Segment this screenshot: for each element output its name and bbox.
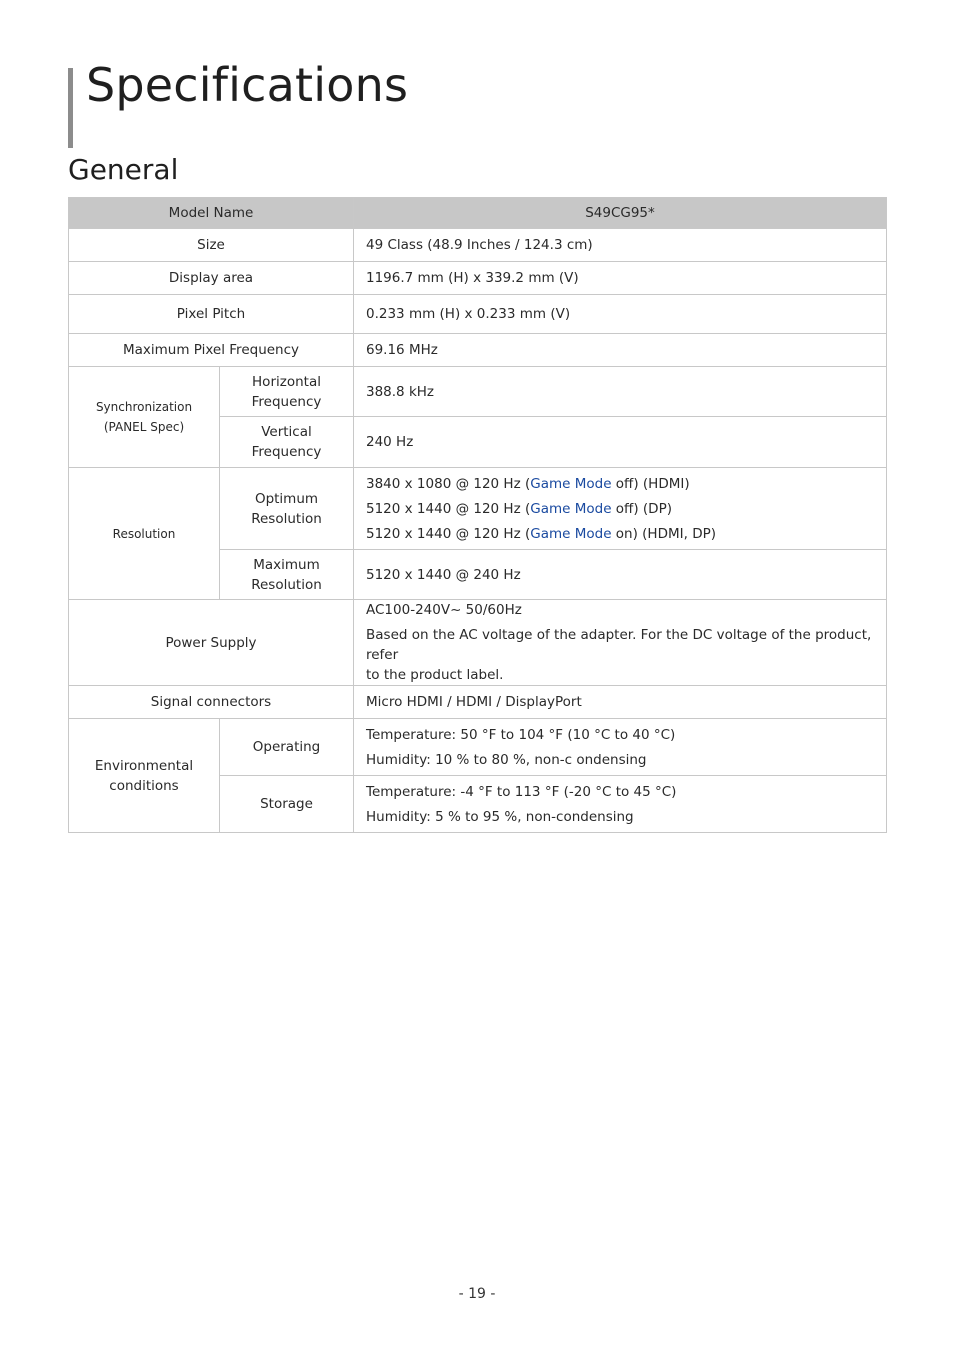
optimum-line-text: off) (HDMI) bbox=[611, 475, 690, 492]
title-accent-bar bbox=[68, 68, 73, 148]
table-row-power-supply bbox=[69, 600, 887, 686]
power-supply-line3: to the product label. bbox=[366, 667, 504, 683]
horizontal-frequency-value: 388.8 kHz bbox=[354, 367, 887, 417]
signal-connectors-label: Signal connectors bbox=[69, 686, 354, 719]
table-header-row bbox=[69, 198, 887, 229]
power-supply-line1: AC100-240V~ 50/60Hz bbox=[366, 602, 522, 618]
optimum-resolution-line bbox=[366, 524, 874, 544]
vertical-label-line2: Frequency bbox=[251, 444, 322, 460]
pixel-pitch-value: 0.233 mm (H) x 0.233 mm (V) bbox=[354, 295, 887, 334]
vertical-label-line1: Vertical bbox=[261, 424, 312, 440]
power-supply-value bbox=[354, 600, 887, 686]
game-mode-link[interactable]: Game Mode bbox=[530, 500, 612, 517]
specifications-table bbox=[68, 197, 887, 833]
resolution-label: Resolution bbox=[69, 468, 220, 600]
storage-humidity: Humidity: 5 % to 95 %, non-condensing bbox=[366, 808, 634, 825]
table-row-optimum-resolution bbox=[69, 468, 887, 550]
page-title: Specifications bbox=[86, 58, 409, 112]
optimum-resolution-line bbox=[366, 499, 874, 519]
table-row-signal-connectors bbox=[69, 686, 887, 719]
optimum-line-text: off) (DP) bbox=[611, 500, 672, 517]
optimum-label-line1: Optimum bbox=[254, 490, 319, 507]
power-supply-line2: Based on the AC voltage of the adapter. For the DC voltage of the product, refer bbox=[366, 627, 872, 663]
table-row-display-area bbox=[69, 262, 887, 295]
horizontal-label-line2: Frequency bbox=[251, 393, 322, 410]
environmental-label-line2: conditions bbox=[109, 777, 179, 794]
optimum-line-text: on) (HDMI, DP) bbox=[611, 525, 716, 542]
display-area-value: 1196.7 mm (H) x 339.2 mm (V) bbox=[354, 262, 887, 295]
table-row-env-operating bbox=[69, 719, 887, 776]
optimum-resolution-label bbox=[220, 468, 354, 550]
page-number: - 19 - bbox=[458, 1286, 496, 1302]
storage-value bbox=[354, 776, 887, 833]
maximum-label-line1: Maximum bbox=[253, 556, 320, 573]
maximum-label-line2: Resolution bbox=[251, 576, 322, 593]
vertical-frequency-label bbox=[220, 417, 354, 468]
optimum-label-line2: Resolution bbox=[251, 510, 322, 527]
horizontal-frequency-label bbox=[220, 367, 354, 417]
vertical-frequency-value: 240 Hz bbox=[354, 417, 887, 468]
power-supply-label: Power Supply bbox=[69, 600, 354, 686]
synchronization-label-line2: (PANEL Spec) bbox=[103, 420, 185, 434]
header-model-value: S49CG95* bbox=[354, 198, 887, 229]
display-area-label: Display area bbox=[69, 262, 354, 295]
horizontal-label-line1: Horizontal bbox=[252, 373, 321, 390]
operating-temperature: Temperature: 50 °F to 104 °F (10 °C to 40 °C) bbox=[366, 726, 676, 743]
optimum-resolution-value bbox=[354, 468, 887, 550]
size-value: 49 Class (48.9 Inches / 124.3 cm) bbox=[354, 229, 887, 262]
synchronization-label-line1: Synchronization bbox=[95, 400, 193, 414]
synchronization-label bbox=[69, 367, 220, 468]
storage-temperature: Temperature: -4 °F to 113 °F (-20 °C to 45 °C) bbox=[366, 783, 677, 800]
table-row-sync-horizontal bbox=[69, 367, 887, 417]
maximum-resolution-value: 5120 x 1440 @ 240 Hz bbox=[354, 550, 887, 600]
optimum-line-text: 5120 x 1440 @ 120 Hz ( bbox=[366, 500, 531, 517]
game-mode-link[interactable]: Game Mode bbox=[530, 475, 612, 492]
table-row-max-pixel-frequency bbox=[69, 334, 887, 367]
pixel-pitch-label: Pixel Pitch bbox=[69, 295, 354, 334]
environmental-label-line1: Environmental bbox=[94, 757, 194, 774]
size-label: Size bbox=[69, 229, 354, 262]
storage-label: Storage bbox=[220, 776, 354, 833]
table-row-pixel-pitch bbox=[69, 295, 887, 334]
maximum-resolution-label bbox=[220, 550, 354, 600]
max-pixel-frequency-value: 69.16 MHz bbox=[354, 334, 887, 367]
header-label: Model Name bbox=[69, 198, 354, 229]
signal-connectors-value: Micro HDMI / HDMI / DisplayPort bbox=[354, 686, 887, 719]
table-row-size bbox=[69, 229, 887, 262]
game-mode-link[interactable]: Game Mode bbox=[530, 525, 612, 542]
operating-value bbox=[354, 719, 887, 776]
optimum-line-text: 5120 x 1440 @ 120 Hz ( bbox=[366, 525, 531, 542]
section-title: General bbox=[68, 153, 179, 186]
optimum-line-text: 3840 x 1080 @ 120 Hz ( bbox=[366, 475, 531, 492]
operating-label: Operating bbox=[220, 719, 354, 776]
operating-humidity: Humidity: 10 % to 80 %, non-c ondensing bbox=[366, 751, 647, 768]
max-pixel-frequency-label: Maximum Pixel Frequency bbox=[69, 334, 354, 367]
optimum-resolution-line bbox=[366, 474, 874, 494]
environmental-conditions-label bbox=[69, 719, 220, 833]
